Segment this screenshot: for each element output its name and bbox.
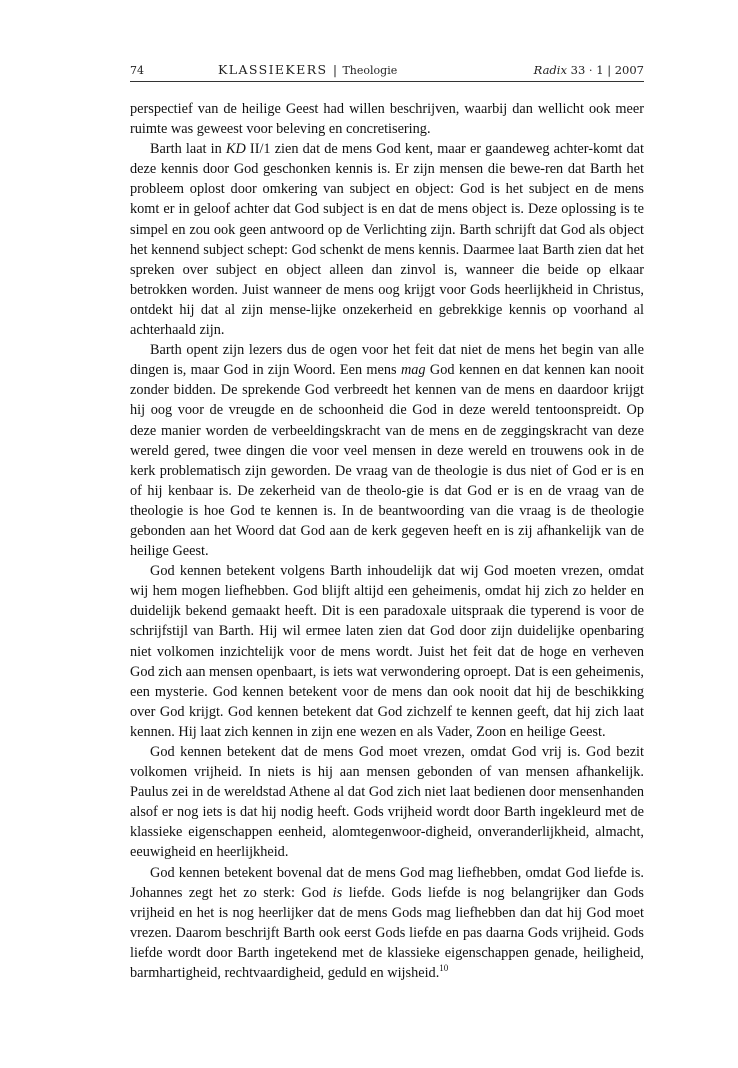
text-run: liefde. Gods liefde is nog belangrijker dan Gods vrijheid en het is nog heerlijker dat de mens Gods mag liefhebben dan dat hij God moet vrezen. Daarom beschrijft Barth ook eerst Gods liefde en pas daarna Gods vrijheid. Gods liefde wordt door Barth ingetekend met de klassieke eigenschappen genade, heiligheid, barmhartigheid, rechtvaardigheid, geduld en wijsheid. (130, 884, 645, 982)
header-rule (130, 81, 644, 82)
text-run: God kennen betekent dat de mens God moet vrezen, omdat God vrij is. God bezit volkomen vrijheid. In niets is hij aan mensen gebonden of van mensen afhankelijk. Paulus zei in de wereldstad Athene al dat God zich niet laat bedienen door mensenhanden alsof er nog iets is dat hij nodig heeft. Gods vrijheid wordt door Barth ingekleurd met de klassieke eigenschappen eenheid, alomtegenwoor-digheid, onveranderlijkheid, almacht, eeuwigheid en heerlijkheid. (130, 744, 644, 861)
page-number: 74 (130, 64, 144, 77)
series-title (218, 62, 397, 77)
paragraph (130, 99, 644, 139)
text-run: God kennen betekent volgens Barth inhoudelijk dat wij God moeten vrezen, omdat wij hem mogen liefhebben. God blijft altijd een geheimenis, omdat hij zich zo helder en duidelijk bekend gemaakt heeft. Dit is een paradoxale uitspraak die typerend is voor de schrijfstijl van Barth. Hij wil ermee laten zien dat God door zijn duidelijke openbaring niet volkomen inzichtelijk voor de mens wordt. Juist het feit dat de hoge en verheven God zich aan mensen openbaart, is iets wat verwondering oproept. Dat is een geheimenis, een mysterie. God kennen betekent voor de mens dan ook nooit dat hij de beschikking over God krijgt. God kennen betekent dat God zichzelf te kennen geeft, dat hij zich laat kennen. Hij laat zich kennen in zijn ene wezen en als Vader, Zoon en heilige Geest. (130, 563, 644, 740)
text-run: perspectief van de heilige Geest had willen beschrijven, waarbij dan wellicht ook meer ruimte was geweest voor beleving en concretisering. (130, 101, 644, 138)
volume-issue: 33 · 1 | 2007 (570, 63, 644, 77)
series-name: KLASSIEKERS (218, 62, 328, 77)
footnote-marker: 10 (439, 963, 449, 974)
paragraph (130, 340, 644, 561)
running-header (130, 62, 644, 82)
paragraph (130, 863, 644, 984)
emphasis: KD (225, 141, 246, 158)
paragraph (130, 139, 644, 340)
body-text (130, 99, 644, 983)
header-separator: | (332, 62, 338, 77)
text-run: Barth opent zijn lezers dus de ogen voor het feit dat niet de mens het begin van alle dingen is, maar God in zijn Woord. Een mens (130, 342, 644, 379)
text-run: Barth laat in (150, 141, 226, 158)
section-name: Theologie (342, 64, 398, 77)
text-run: II/1 zien dat de mens God kent, maar er gaandeweg achter-komt dat deze kennis door God geschonken kennis is. Er zijn mensen die bewe-ren dat Barth het probleem oplost door omkering van subject en object: God is het subject en de mens komt er in geloof achter dat God subject is en dat de mens object is. Deze oplossing is te simpel en zou ook geen antwoord op de Verlichting zijn. Barth schrijft dat God als object het kennend subject schept: God schenkt de mens kennis. Daarmee laat Barth zien dat het spreken over subject en object alleen dan zinvol is, wanneer die beide op elkaar betrokken worden. Juist wanneer de mens oog krijgt voor Gods heerlijkheid in Christus, ontdekt hij dat al zijn mense-lijke onzekerheid en gebrekkige kennis op voorhand al achterhaald zijn. (130, 141, 644, 339)
text-run: God kennen en dat kennen kan nooit zonder bidden. De sprekende God verbreedt het kennen van de mens en daardoor krijgt hij oog voor de vreugde en de schoonheid die God in deze wereld tentoonspreidt. Op deze manier worden de verbeeldingskracht van de mens en de zeggingskracht van deze wereld gered, twee dingen die voor veel mensen in deze wereld en trouwens ook in de kerk problematisch zijn geworden. De vraag van de theologie is dus niet of God er is en of hij kenbaar is. De zekerheid van de theolo-gie is dat God er is en de vraag van de theologie is hoe God te kennen is. In de beantwoording van die vraag is de theologie gebonden aan het Woord dat God aan de kerk gegeven heeft en is zij afhankelijk van de heilige Geest. (130, 362, 644, 560)
journal-info (534, 63, 644, 77)
emphasis: mag (400, 362, 426, 379)
paragraph (130, 742, 644, 863)
paragraph (130, 561, 644, 742)
journal-name: Radix (533, 63, 567, 77)
emphasis: is (332, 884, 343, 901)
text-run: God kennen betekent bovenal dat de mens God mag liefhebben, omdat God liefde is. Johannes zegt het zo sterk: God (130, 864, 644, 901)
